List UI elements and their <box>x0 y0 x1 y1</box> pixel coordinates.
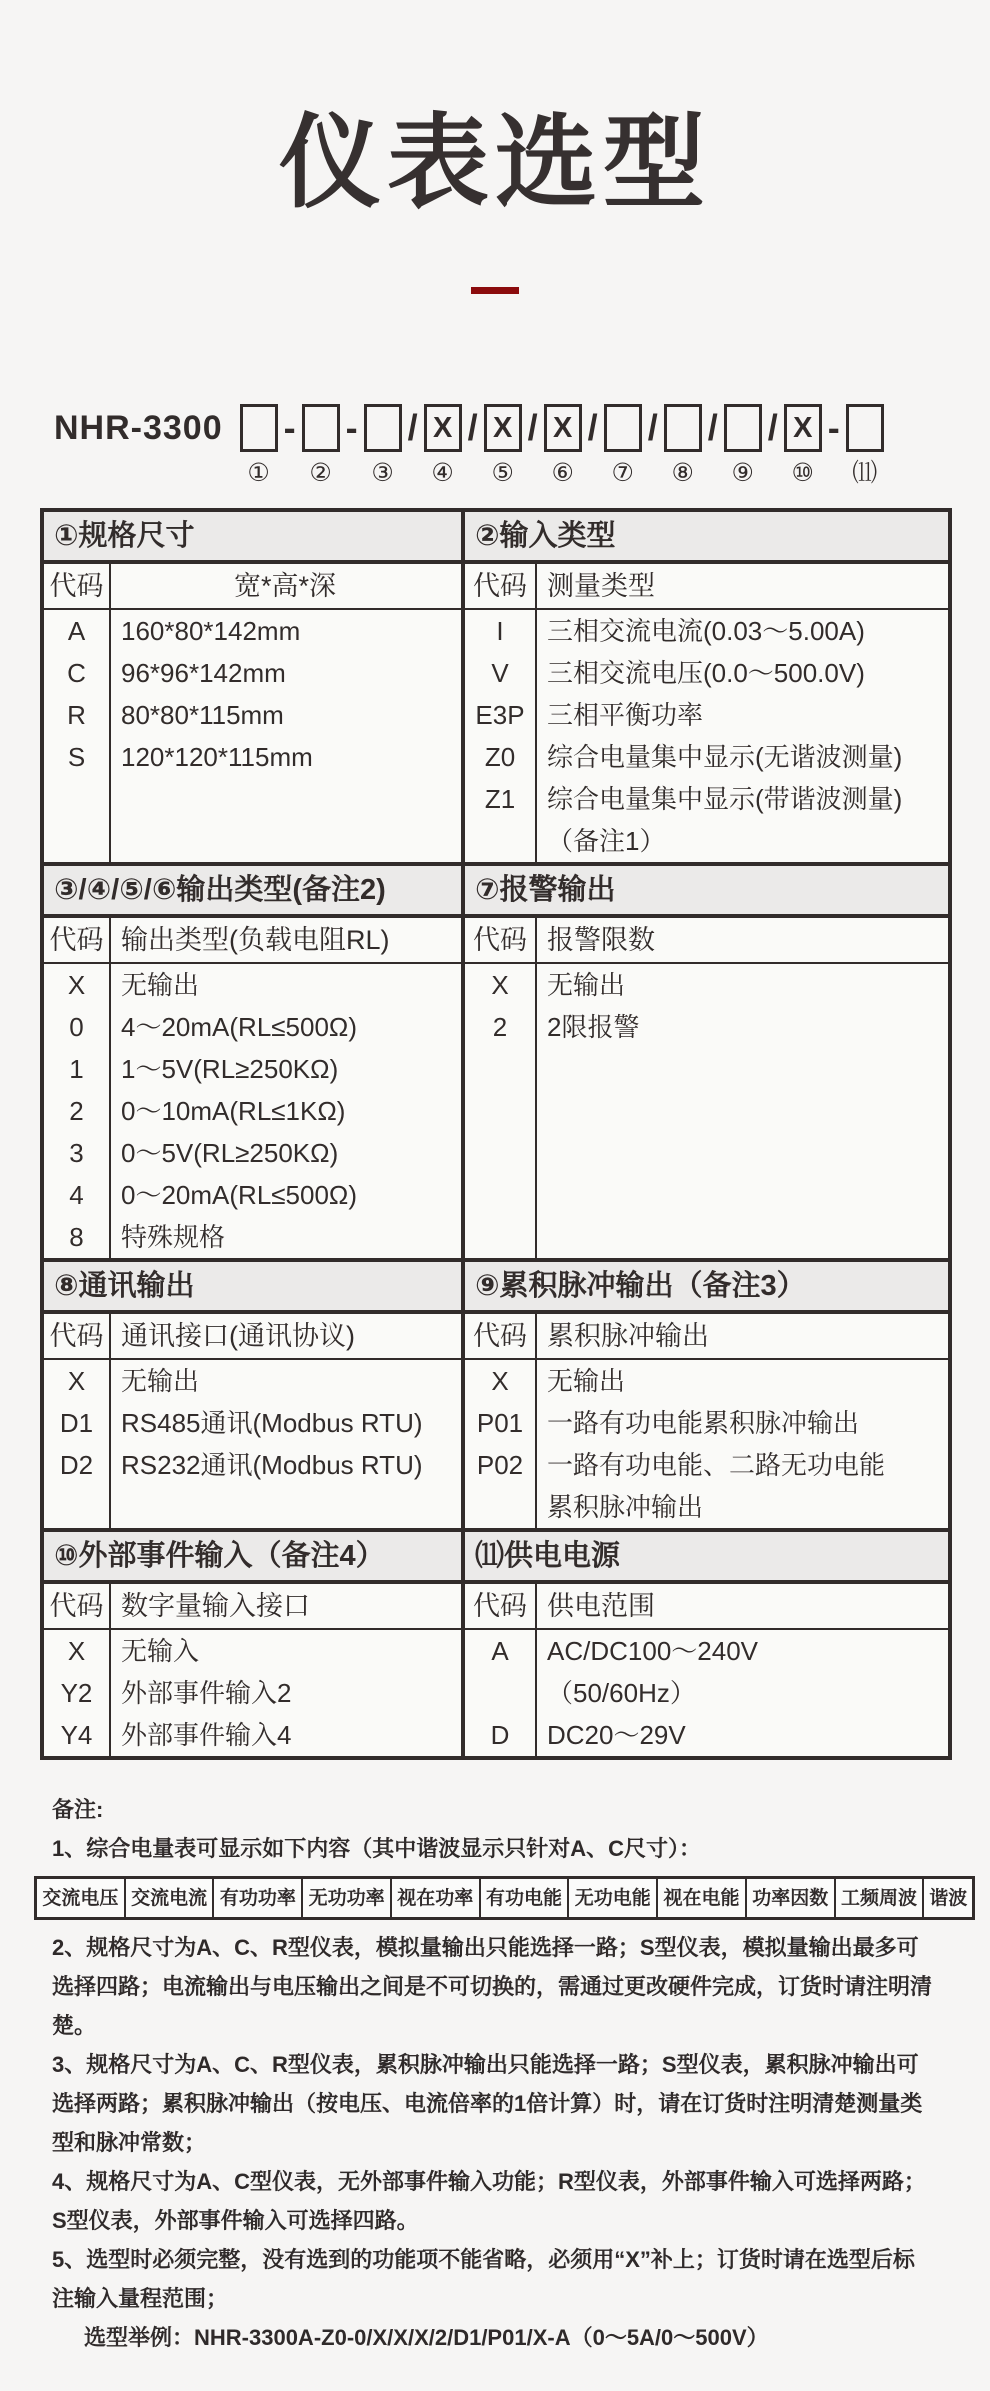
row-desc: 120*120*115mm <box>121 742 313 773</box>
model-slot-5 <box>483 404 523 486</box>
model-slot-10 <box>783 404 823 486</box>
row-code: X <box>67 1636 86 1667</box>
display-item-cell: 视在功率 <box>390 1879 479 1917</box>
table-row <box>465 652 948 694</box>
desc-column-header: 宽*高*深 <box>233 571 336 602</box>
row-desc: DC20～29V <box>547 1720 686 1751</box>
model-box-7 <box>604 404 642 452</box>
table-row <box>44 694 461 736</box>
row-code: 0 <box>69 1012 84 1043</box>
table-row <box>44 1090 461 1132</box>
model-box-9 <box>724 404 762 452</box>
model-position-number: ⑨ <box>731 459 754 488</box>
section-1-right <box>465 512 948 862</box>
section-header: ⑦报警输出 <box>465 866 948 918</box>
table-row <box>465 1402 948 1444</box>
row-code: E3P <box>475 700 525 731</box>
model-box-1 <box>240 404 278 452</box>
note-5: 5、选型时必须完整，没有选到的功能项不能省略，必须用“X”补上；订货时请在选型后标注输入量程范围； <box>52 2247 915 2312</box>
table-row <box>465 964 948 1006</box>
model-slot-6 <box>543 404 583 486</box>
row-desc: AC/DC100～240V <box>547 1636 758 1667</box>
table-row <box>465 736 948 778</box>
row-code: C <box>67 658 86 689</box>
table-row <box>44 1216 461 1258</box>
desc-column-header: 输出类型(负载电阻RL) <box>121 925 390 956</box>
code-column-header: 代码 <box>49 1591 104 1622</box>
row-desc: 特殊规格 <box>121 1222 226 1253</box>
row-desc: 累积脉冲输出 <box>547 1492 704 1523</box>
selection-example: 选型举例：NHR-3300A-Z0-0/X/X/X/2/D1/P01/X-A（0～5A/0～500V） <box>84 2325 769 2351</box>
notes-section <box>42 1790 968 2357</box>
column-header-row <box>465 918 948 964</box>
row-code: 3 <box>69 1138 84 1169</box>
model-slot-2 <box>301 404 341 486</box>
model-code-line <box>54 404 990 486</box>
model-position-number: ⑦ <box>611 459 634 488</box>
table-row <box>465 694 948 736</box>
desc-column-header: 测量类型 <box>547 571 655 602</box>
row-desc: 4～20mA(RL≤500Ω) <box>121 1012 358 1043</box>
section-4-right <box>465 1532 948 1756</box>
model-box-5: X <box>484 404 522 452</box>
row-code: D1 <box>59 1408 94 1439</box>
code-column-header: 代码 <box>49 571 104 602</box>
row-desc: 综合电量集中显示(带谐波测量) <box>547 784 903 815</box>
row-code <box>465 1672 535 1714</box>
row-desc: （50/60Hz） <box>547 1678 696 1709</box>
row-desc: 一路有功电能、二路无功电能 <box>547 1450 886 1481</box>
note-2: 2、规格尺寸为A、C、R型仪表，模拟量输出只能选择一路；S型仪表，模拟量输出最多可选择四路；电流输出与电压输出之间是不可切换的，需通过更改硬件完成，订货时请注明清楚。 <box>52 1935 933 2039</box>
row-desc: 0～10mA(RL≤1KΩ) <box>121 1096 346 1127</box>
code-column-header: 代码 <box>49 925 104 956</box>
table-row <box>44 1132 461 1174</box>
table-row <box>44 1360 461 1402</box>
model-slot-3 <box>363 404 403 486</box>
section-2-left <box>44 866 465 1258</box>
section-header: ⑩外部事件输入（备注4） <box>44 1532 461 1584</box>
row-desc: 三相平衡功率 <box>547 700 704 731</box>
table-row <box>44 1174 461 1216</box>
model-position-number: ⑥ <box>551 459 574 488</box>
table-row <box>44 1672 461 1714</box>
model-slots <box>239 404 885 486</box>
row-desc: 0～20mA(RL≤500Ω) <box>121 1180 358 1211</box>
model-separator: / <box>467 407 478 449</box>
model-slot-11 <box>845 404 885 486</box>
row-code: Z1 <box>484 784 516 815</box>
model-position-number: ① <box>247 459 270 488</box>
row-code: Y2 <box>60 1678 93 1709</box>
code-column-header: 代码 <box>473 1321 527 1352</box>
row-desc: 无输出 <box>121 1366 200 1397</box>
model-separator: / <box>587 407 598 449</box>
table-row <box>44 736 461 778</box>
row-desc: RS485通讯(Modbus RTU) <box>121 1408 423 1439</box>
model-position-number: ② <box>309 459 332 488</box>
row-code: 8 <box>69 1222 84 1253</box>
note-3: 3、规格尺寸为A、C、R型仪表，累积脉冲输出只能选择一路；S型仪表，累积脉冲输出可选择两路；累积脉冲输出（按电压、电流倍率的1倍计算）时，请在订货时注明清楚测量类型和脉冲常数； <box>52 2052 923 2156</box>
row-desc: 综合电量集中显示(无谐波测量) <box>547 742 903 773</box>
row-code: 4 <box>69 1180 84 1211</box>
row-code: Z0 <box>484 742 516 773</box>
model-box-6: X <box>544 404 582 452</box>
code-column-header: 代码 <box>473 925 527 956</box>
model-separator: / <box>527 407 538 449</box>
model-separator: - <box>345 407 358 449</box>
model-position-number: ⑾ <box>852 459 878 488</box>
section-header: ⑧通讯输出 <box>44 1262 461 1314</box>
model-separator: - <box>283 407 296 449</box>
column-header-row <box>465 564 948 610</box>
row-desc: RS232通讯(Modbus RTU) <box>121 1450 423 1481</box>
notes-label: 备注: <box>52 1797 104 1823</box>
row-code: A <box>67 616 86 647</box>
row-code: P02 <box>476 1450 524 1481</box>
row-desc: 无输出 <box>547 970 626 1001</box>
model-separator: / <box>767 407 778 449</box>
model-position-number: ③ <box>371 459 394 488</box>
desc-column-header: 累积脉冲输出 <box>547 1321 709 1352</box>
row-desc: 160*80*142mm <box>121 616 301 647</box>
column-header-row <box>44 918 461 964</box>
row-desc: 一路有功电能累积脉冲输出 <box>547 1408 860 1439</box>
section-1-left <box>44 512 465 862</box>
model-slot-1 <box>239 404 279 486</box>
model-separator: - <box>827 407 840 449</box>
model-separator: / <box>407 407 418 449</box>
desc-column-header: 数字量输入接口 <box>121 1591 310 1622</box>
row-code: D2 <box>59 1450 94 1481</box>
section-header: ②输入类型 <box>465 512 948 564</box>
model-position-number: ④ <box>431 459 454 488</box>
row-code: X <box>67 970 86 1001</box>
model-slot-9 <box>723 404 763 486</box>
selection-table <box>40 508 952 1760</box>
row-desc: 三相交流电压(0.0～500.0V) <box>547 658 865 689</box>
model-box-4: X <box>424 404 462 452</box>
desc-column-header: 供电范围 <box>547 1591 655 1622</box>
model-slot-7 <box>603 404 643 486</box>
table-row <box>465 820 948 862</box>
model-box-2 <box>302 404 340 452</box>
row-code: A <box>491 1636 509 1667</box>
table-row <box>465 1006 948 1048</box>
row-code: X <box>491 970 509 1001</box>
row-code <box>465 820 535 862</box>
model-position-number: ⑤ <box>491 459 514 488</box>
row-code: 1 <box>69 1054 84 1085</box>
table-row <box>465 778 948 820</box>
model-slot-4 <box>423 404 463 486</box>
row-desc: 0～5V(RL≥250KΩ) <box>121 1138 339 1169</box>
display-item-cell: 工频周波 <box>834 1879 923 1917</box>
row-code: S <box>67 742 86 773</box>
row-code: D <box>490 1720 510 1751</box>
display-item-cell: 交流电流 <box>124 1879 213 1917</box>
code-column-header: 代码 <box>473 571 527 602</box>
desc-column-header: 报警限数 <box>547 925 655 956</box>
row-desc: 无输入 <box>121 1636 200 1667</box>
table-row <box>44 1714 461 1756</box>
table-row <box>44 1048 461 1090</box>
row-desc: 80*80*115mm <box>121 700 284 731</box>
model-slot-8 <box>663 404 703 486</box>
table-section-2 <box>44 862 948 1258</box>
row-code: P01 <box>476 1408 524 1439</box>
row-code: 2 <box>492 1012 508 1043</box>
row-desc: 无输出 <box>121 970 200 1001</box>
row-desc: 96*96*142mm <box>121 658 286 689</box>
row-desc: 1～5V(RL≥250KΩ) <box>121 1054 339 1085</box>
row-desc: 无输出 <box>547 1366 626 1397</box>
column-header-row <box>465 1584 948 1630</box>
table-row <box>465 1672 948 1714</box>
note-4: 4、规格尺寸为A、C型仪表，无外部事件输入功能；R型仪表，外部事件输入可选择两路；S型仪表，外部事件输入可选择四路。 <box>52 2169 926 2234</box>
display-item-cell: 交流电压 <box>42 1887 119 1909</box>
row-code: X <box>67 1366 86 1397</box>
code-column-header: 代码 <box>473 1591 527 1622</box>
table-row <box>44 1630 461 1672</box>
column-header-row <box>44 564 461 610</box>
table-row <box>465 1444 948 1486</box>
row-desc: 2限报警 <box>547 1012 640 1043</box>
column-header-row <box>44 1314 461 1360</box>
display-item-cell: 有功功率 <box>212 1879 301 1917</box>
row-desc: 外部事件输入4 <box>121 1720 292 1751</box>
red-divider <box>471 287 519 294</box>
row-code: 2 <box>69 1096 84 1127</box>
row-code: R <box>67 700 86 731</box>
section-3-left <box>44 1262 465 1528</box>
column-header-row <box>465 1314 948 1360</box>
table-row <box>465 1630 948 1672</box>
desc-column-header: 通讯接口(通讯协议) <box>121 1321 355 1352</box>
model-box-11 <box>846 404 884 452</box>
table-section-1 <box>44 512 948 862</box>
section-header: ⑨累积脉冲输出（备注3） <box>465 1262 948 1314</box>
section-4-left <box>44 1532 465 1756</box>
table-row <box>44 652 461 694</box>
table-row <box>465 610 948 652</box>
model-position-number: ⑩ <box>791 459 814 488</box>
model-position-number: ⑧ <box>671 459 694 488</box>
section-header: ①规格尺寸 <box>44 512 461 564</box>
table-row <box>44 1006 461 1048</box>
section-3-right <box>465 1262 948 1528</box>
row-desc: （备注1） <box>547 826 666 857</box>
model-prefix: NHR-3300 <box>54 409 223 448</box>
table-row <box>44 964 461 1006</box>
display-item-cell: 有功电能 <box>479 1879 568 1917</box>
table-row <box>465 1486 948 1528</box>
row-code: Y4 <box>60 1720 93 1751</box>
table-row <box>44 1402 461 1444</box>
display-item-cell: 无功功率 <box>301 1879 390 1917</box>
model-separator: / <box>707 407 718 449</box>
display-item-cell: 无功电能 <box>567 1879 656 1917</box>
row-code: V <box>491 658 509 689</box>
row-desc: 外部事件输入2 <box>121 1678 292 1709</box>
column-header-row <box>44 1584 461 1630</box>
section-header: ⑾供电电源 <box>465 1532 948 1584</box>
table-row <box>465 1360 948 1402</box>
display-item-cell: 功率因数 <box>745 1879 834 1917</box>
model-box-3 <box>364 404 402 452</box>
table-section-3 <box>44 1258 948 1528</box>
section-2-right <box>465 866 948 1258</box>
table-row <box>44 1444 461 1486</box>
display-item-cell: 视在电能 <box>656 1879 745 1917</box>
code-column-header: 代码 <box>49 1321 104 1352</box>
model-box-10: X <box>784 404 822 452</box>
section-header: ③/④/⑤/⑥输出类型(备注2) <box>44 866 461 918</box>
page-title: 仪表选型 <box>279 106 711 220</box>
display-items-table <box>34 1876 975 1920</box>
row-code: X <box>491 1366 509 1397</box>
table-section-4 <box>44 1528 948 1756</box>
row-desc: 三相交流电流(0.03～5.00A) <box>547 616 865 647</box>
row-code: I <box>496 616 504 647</box>
model-box-8 <box>664 404 702 452</box>
model-separator: / <box>647 407 658 449</box>
note-1: 1、综合电量表可显示如下内容（其中谐波显示只针对A、C尺寸）： <box>52 1836 702 1862</box>
table-row <box>465 1714 948 1756</box>
row-code <box>465 1486 535 1528</box>
display-item-cell: 谐波 <box>922 1879 972 1917</box>
table-row <box>44 610 461 652</box>
